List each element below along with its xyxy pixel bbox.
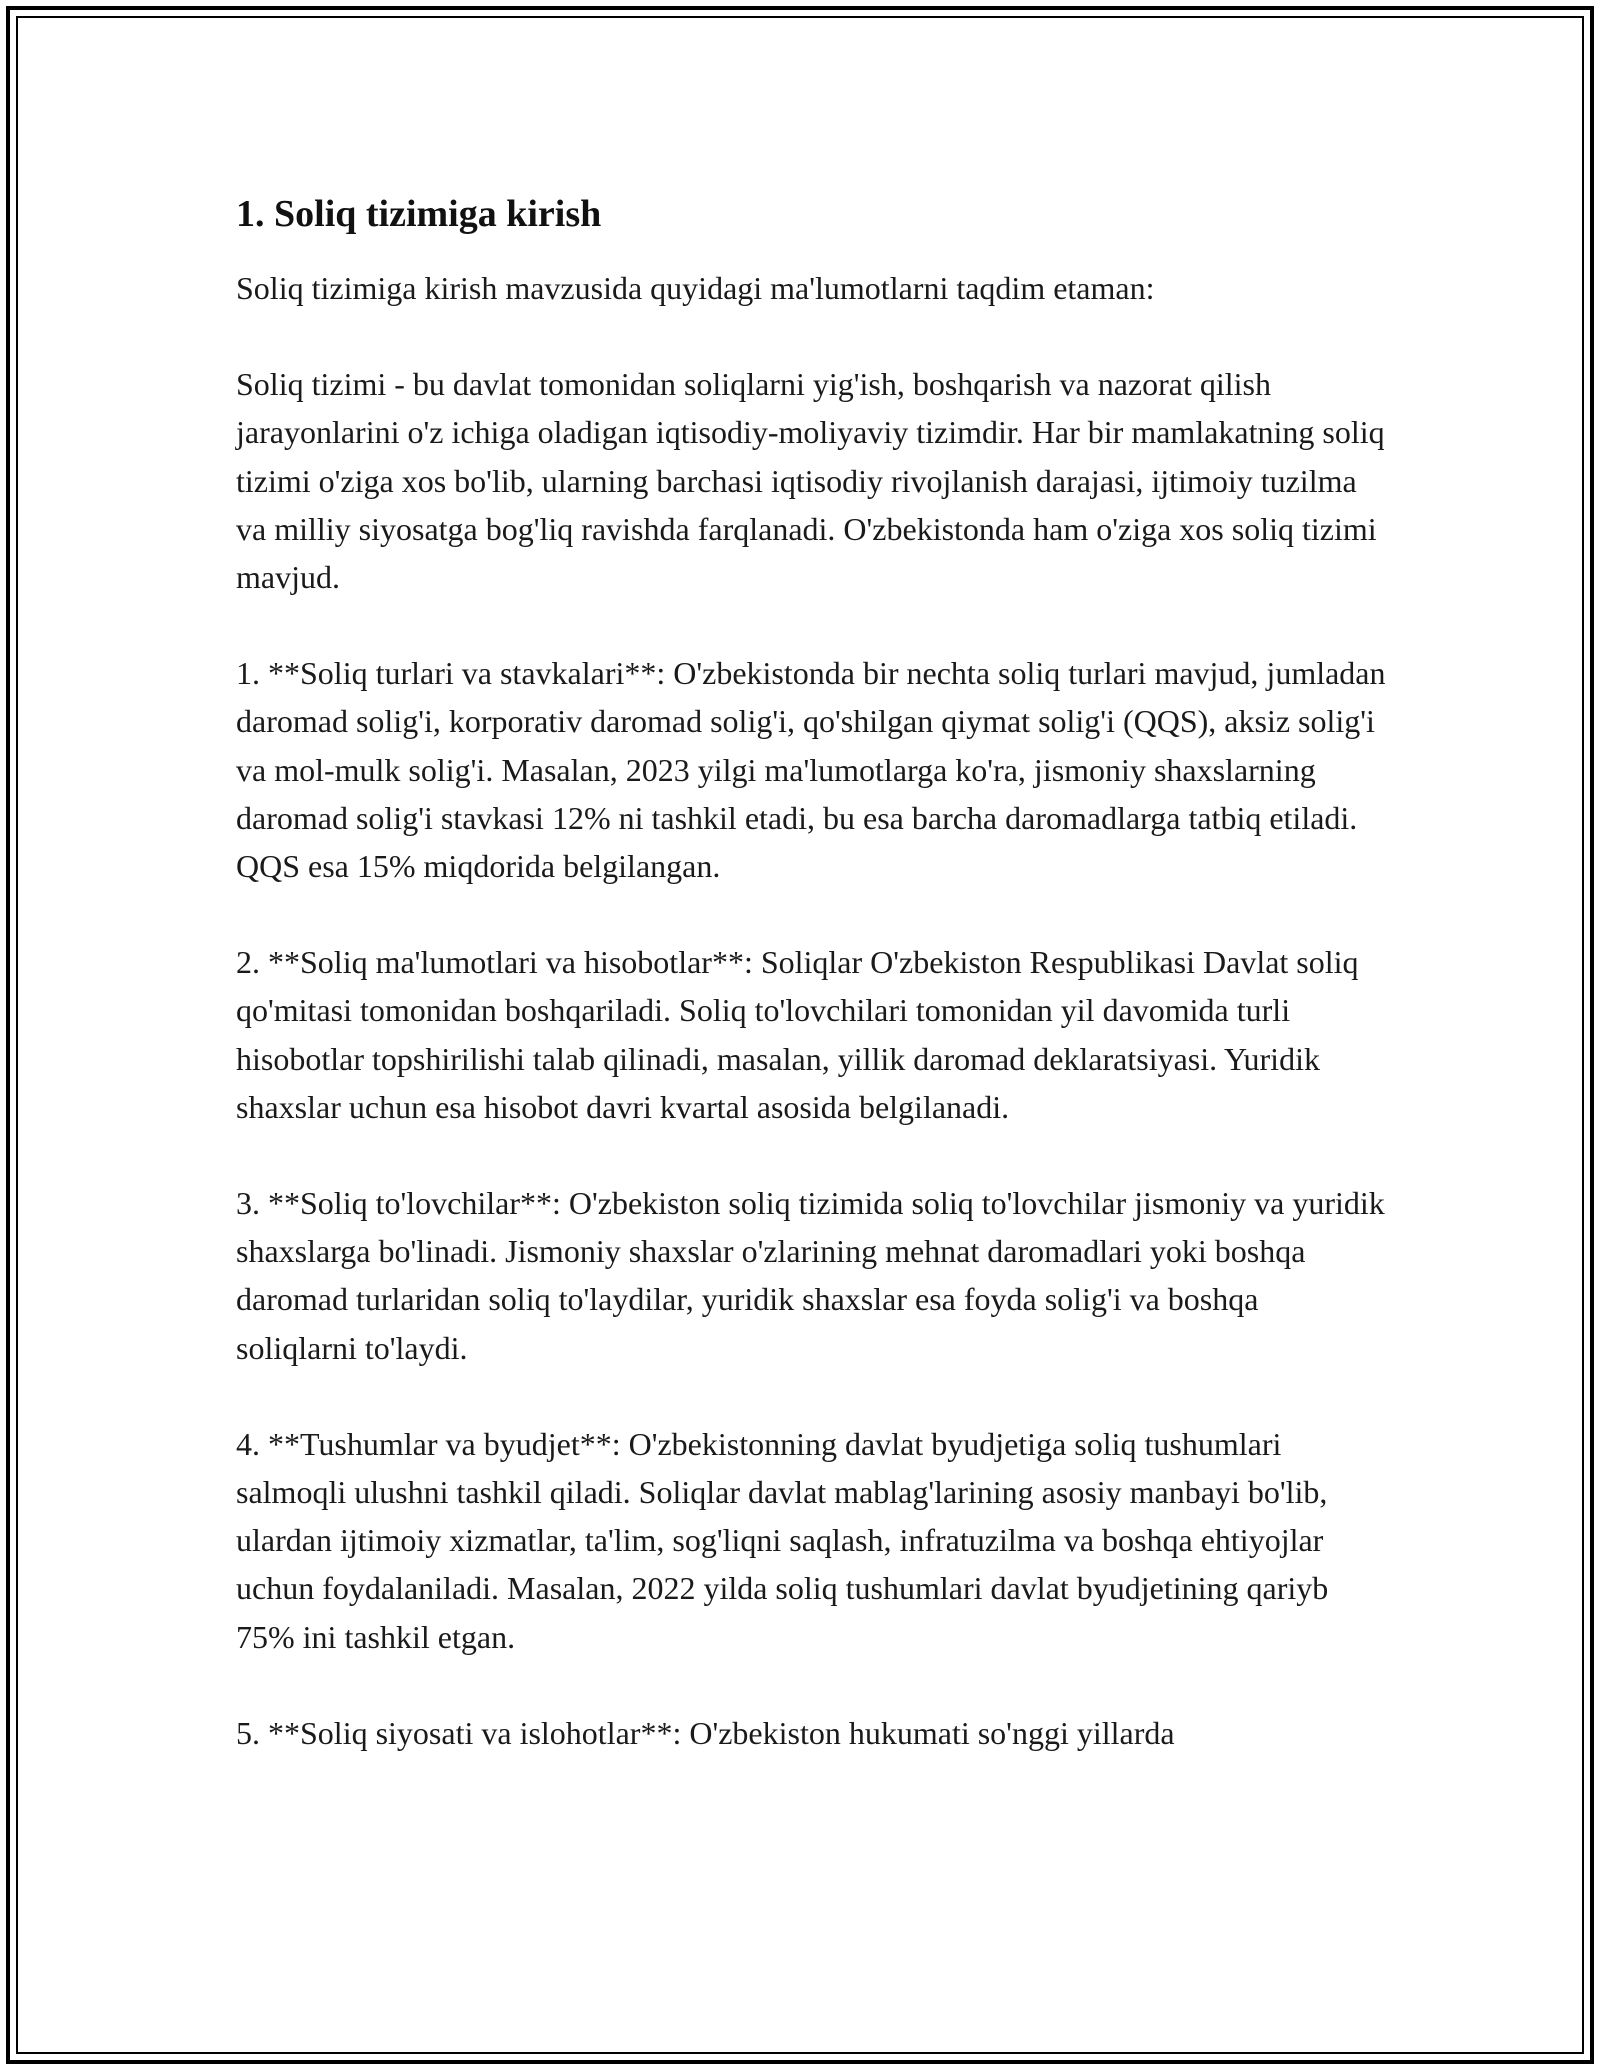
paragraph-item-2: 2. **Soliq ma'lumotlari va hisobotlar**: Soliqlar O'zbekiston Respublikasi Davlat soliq qo'mitasi tomonidan boshqariladi. Soliq to'lovchilari tomonidan yil davomida turli hisobotlar topshirilishi talab qilinadi, masalan, yillik daromad deklaratsiyasi. Yuridik shaxslar uchun esa hisobot davri kvartal asosida belgilanadi.: [236, 944, 1359, 1125]
paragraph-item-4: 4. **Tushumlar va byudjet**: O'zbekistonning davlat byudjetiga soliq tushumlari salmoqli ulushni tashkil qiladi. Soliqlar davlat mablag'larining asosiy manbayi bo'lib, ulardan ijtimoiy xizmatlar, ta'lim, sog'liqni saqlash, infratuzilma va boshqa ehtiyojlar uchun foydalaniladi. Masalan, 2022 yilda soliq tushumlari davlat byudjetining qariyb 75% ini tashkil etgan.: [236, 1425, 1329, 1655]
paragraph-overview: Soliq tizimi - bu davlat tomonidan soliqlarni yig'ish, boshqarish va nazorat qilish jarayonlarini o'z ichiga oladigan iqtisodiy-moliyaviy tizimdir. Har bir mamlakatning soliq tizimi o'ziga xos bo'lib, ularning barchasi iqtisodiy rivojlanish darajasi, ijtimoiy tuzilma va milliy siyosatga bog'liq ravishda farqlanadi. O'zbekistonda ham o'ziga xos soliq tizimi mavjud.: [236, 366, 1385, 596]
section-heading: 1. Soliq tizimiga kirish: [236, 193, 602, 235]
paragraph-item-3: 3. **Soliq to'lovchilar**: O'zbekiston soliq tizimida soliq to'lovchilar jismoniy va yuridik shaxslarga bo'linadi. Jismoniy shaxslar o'zlarining mehnat daromadlari yoki boshqa daromad turlaridan soliq to'laydilar, yuridik shaxslar esa foyda solig'i va boshqa soliqlarni to'laydi.: [236, 1185, 1385, 1366]
document-body: [236, 188, 1386, 1805]
paragraph-item-5: 5. **Soliq siyosati va islohotlar**: O'zbekiston hukumati so'nggi yillarda: [236, 1714, 1175, 1751]
paragraph-item-1: 1. **Soliq turlari va stavkalari**: O'zbekistonda bir nechta soliq turlari mavjud, jumladan daromad solig'i, korporativ daromad solig'i, qo'shilgan qiymat solig'i (QQS), aksiz solig'i va mol-mulk solig'i. Masalan, 2023 yilgi ma'lumotlarga ko'ra, jismoniy shaxslarning daromad solig'i stavkasi 12% ni tashkil etadi, bu esa barcha daromadlarga tatbiq etiladi. QQS esa 15% miqdorida belgilangan.: [236, 655, 1386, 885]
intro-paragraph: Soliq tizimiga kirish mavzusida quyidagi ma'lumotlarni taqdim etaman:: [236, 270, 1155, 306]
